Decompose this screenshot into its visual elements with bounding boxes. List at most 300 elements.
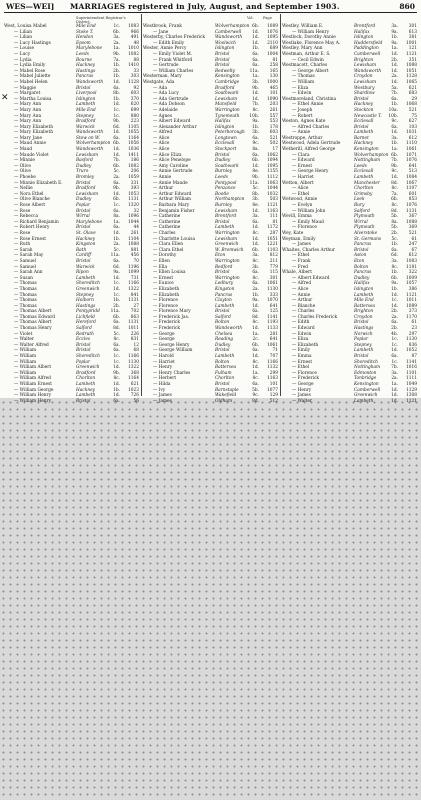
entry-name: Westman, Arthur E. S. — [282, 51, 331, 57]
entry-district: Wolverhampton — [215, 24, 250, 29]
entry-name: — Arthur — [153, 186, 174, 192]
entry-name: Westerman, Mary — [143, 74, 182, 80]
entry-name: — Olive — [14, 169, 31, 175]
entry-district: Leeds — [215, 175, 228, 181]
entry-district: Dudley — [215, 158, 231, 164]
entry-district: Stepney — [76, 113, 94, 119]
entry-name: — George Henry — [292, 169, 329, 175]
entry-page: 1094 — [267, 158, 278, 164]
entry-name: — Ethel — [292, 191, 310, 197]
entry-page: 1057 — [406, 281, 417, 287]
entry-name: — Mary Ann — [14, 119, 42, 125]
margin-mark: ✕ — [1, 93, 9, 103]
entry-volume: 1d. — [252, 236, 259, 242]
entry-page: 1099 — [128, 270, 139, 276]
entry-name: — Rose — [14, 208, 31, 214]
entry-volume: 1c. — [113, 281, 120, 287]
entry-district: Bath — [76, 247, 87, 253]
entry-page: 812 — [269, 253, 278, 259]
entry-name: — Charles — [292, 309, 315, 315]
entry-name: — Ernest — [292, 163, 313, 169]
entry-name: — William Alfred — [14, 376, 51, 382]
entry-page: 206 — [130, 169, 139, 175]
entry-volume: 10a. — [388, 107, 398, 113]
entry-name: — Ada Dobson — [153, 102, 185, 108]
entry-page: 331 — [130, 180, 139, 186]
entry-volume: 1d. — [391, 51, 398, 57]
entry-volume: 8a. — [113, 214, 120, 220]
entry-volume: 8b. — [252, 191, 259, 197]
entry-page: 1095 — [267, 163, 278, 169]
entry-district: Redruth — [76, 331, 94, 337]
entry-page: 1221 — [267, 242, 278, 248]
column-head — [4, 14, 140, 24]
entry-district: Ecclesall — [354, 119, 374, 125]
entry-district: Kensington — [354, 382, 379, 387]
entry-volume: 1d. — [252, 225, 259, 231]
entry-page: 1193 — [267, 320, 278, 326]
entry-page: 1181 — [406, 264, 417, 270]
entry-volume: 6a. — [252, 348, 259, 354]
entry-district: Lambeth — [76, 275, 96, 281]
entry-page: 29 — [411, 96, 417, 102]
entry-district: Pancras — [354, 270, 372, 276]
entry-name: — Thomas — [292, 74, 315, 80]
entry-page: 1112 — [267, 175, 278, 181]
entry-name: — Ethel — [292, 253, 310, 259]
entry-volume: 6b. — [113, 314, 120, 320]
entry-district: Lambeth — [215, 225, 235, 231]
entry-volume: 1c. — [113, 354, 120, 360]
entry-volume: 9b. — [252, 85, 259, 91]
entry-name: — Richard Benjamin — [14, 219, 59, 225]
entry-district: Warrington — [215, 230, 240, 236]
entry-volume: 3a. — [391, 135, 398, 141]
entry-page: 1105 — [128, 124, 139, 130]
entry-page: 1172 — [267, 225, 278, 231]
entry-page: 1061 — [267, 281, 278, 287]
entry-district: Wolverhampton — [76, 141, 111, 147]
entry-page: 1083 — [128, 24, 139, 29]
entry-name: — James — [153, 398, 172, 404]
entry-district: Bradford — [76, 370, 96, 376]
entry-district: Hackney — [354, 102, 374, 108]
entry-district: Hereford — [76, 320, 96, 326]
entry-name: — Ernest — [292, 359, 313, 365]
entry-page: 1049 — [406, 382, 417, 387]
entry-district: Bristol — [215, 309, 230, 315]
entry-district: Greenwich — [215, 242, 239, 248]
entry-district: Leek — [354, 197, 365, 203]
entry-volume: 1a. — [113, 219, 120, 225]
entry-volume: 2a. — [391, 74, 398, 80]
entry-district: Salford — [76, 326, 92, 332]
entry-name: — Emily Maud — [292, 219, 324, 225]
entry-district: Eton — [215, 253, 226, 259]
entry-name: — Edward — [292, 326, 315, 332]
entry-district: Wandsworth — [354, 68, 382, 74]
entry-name: — Emma — [292, 354, 312, 360]
entry-district: Pancras — [215, 292, 233, 298]
entry-name: — Edith Emily — [153, 40, 185, 46]
entry-district: Halifax — [354, 29, 370, 35]
entry-page: 351 — [408, 57, 417, 63]
entry-page: 1004 — [267, 51, 278, 57]
header-rule — [4, 12, 417, 13]
entry-volume: 8c. — [391, 186, 398, 192]
entry-name: — Harriet — [153, 359, 175, 365]
entry-volume: 8c. — [391, 264, 398, 270]
column-head — [143, 14, 279, 24]
entry-name: — Ruth — [14, 242, 31, 248]
entry-district: Huddersfield — [354, 40, 383, 46]
entry-page: 1031 — [406, 130, 417, 136]
entry-volume: 9b. — [113, 119, 120, 125]
entry-page: 27 — [133, 303, 139, 309]
entry-district: Salford — [215, 314, 231, 320]
entry-district: Bradford — [76, 186, 96, 192]
entry-district: Greenwich — [76, 286, 100, 292]
entry-district: Bristol — [76, 398, 91, 404]
entry-district: Lambeth — [354, 398, 374, 404]
entry-name: Westmoreland, Christina — [282, 96, 337, 102]
entry-page: 1077 — [267, 387, 278, 393]
entry-page: 322 — [408, 270, 417, 276]
entry-district: Hackney — [76, 387, 96, 393]
entry-page: 261 — [269, 107, 278, 113]
entry-page: 1051 — [267, 236, 278, 242]
entry-page: 503 — [269, 197, 278, 203]
entry-district: Dudley — [354, 275, 370, 281]
entry-volume: 6d. — [113, 264, 120, 270]
entry-district: Tynemouth — [215, 113, 240, 119]
entry-district: Woolwich — [215, 40, 236, 46]
entry-name: — Frederick — [153, 320, 180, 326]
entry-name: Weston, Agnes Kate — [282, 119, 326, 125]
entry-name: — Florence — [153, 298, 178, 304]
entry-name: — Nora Ethel — [14, 191, 44, 197]
entry-name: — Rose — [14, 230, 31, 236]
entry-name: — Thomas Albert — [14, 309, 52, 315]
entry-volume: 8d. — [113, 326, 120, 332]
entry-name: — Alice — [153, 147, 170, 153]
entry-name: — Arthur Edward — [153, 191, 192, 197]
entry-volume: 2a. — [113, 175, 120, 181]
entry-volume: 1b. — [391, 35, 398, 41]
entry-district: Bristol — [354, 124, 369, 130]
entry-volume: 6a. — [252, 51, 259, 57]
entry-name: — James — [153, 393, 172, 399]
entry-name: Westlake, Florence May A. — [282, 40, 341, 46]
entry-page: 1070 — [267, 298, 278, 304]
entry-volume: 1c. — [113, 113, 120, 119]
entry-district: Salford — [354, 208, 370, 214]
entry-name: Westroppe, Arthur — [282, 135, 323, 141]
entry-volume: 1d. — [391, 175, 398, 181]
entry-page: 613 — [408, 29, 417, 35]
entry-page: 1055 — [128, 130, 139, 136]
entry-name: Whaites, Charles Arthur — [282, 247, 335, 253]
entry-page: 1128 — [406, 74, 417, 80]
entry-district: Barnet — [354, 135, 369, 141]
entry-name: — Sarah Ann — [14, 270, 43, 276]
entry-page: 1104 — [128, 236, 139, 242]
entry-volume: 9b. — [113, 51, 120, 57]
entry-volume: 1d. — [252, 326, 259, 332]
entry-district: Stow on W. — [76, 135, 101, 141]
entry-name: — Amy Caroline — [153, 163, 189, 169]
entry-page: 621 — [408, 85, 417, 91]
entry-volume: 8c. — [113, 376, 120, 382]
entry-district: Greenwich — [354, 393, 378, 399]
entry-name: — Edith — [292, 320, 310, 326]
entry-district: Truro — [76, 169, 89, 175]
entry-page: 261 — [130, 230, 139, 236]
entry-name: Wey, Kate — [282, 230, 304, 236]
entry-volume: 8b. — [113, 91, 120, 97]
entry-district: Marylebone — [76, 46, 103, 52]
entry-district: Southwark — [215, 91, 239, 97]
entry-volume: 7b. — [391, 365, 398, 371]
entry-page: 683 — [408, 91, 417, 97]
entry-district: Camberwell — [354, 51, 381, 57]
entry-page: 1032 — [267, 191, 278, 197]
entry-name: — Margaret — [14, 91, 41, 97]
entry-volume: 1d. — [113, 275, 120, 281]
entry-volume: 7a. — [113, 57, 120, 63]
entry-district: Bolton — [215, 320, 230, 326]
entry-page: 456 — [130, 253, 139, 259]
entry-district: Bristol — [354, 354, 369, 360]
entry-name: — Albert Edward — [292, 275, 330, 281]
entry-district: Dudley — [76, 197, 92, 203]
entry-district: Wirral — [76, 214, 90, 220]
entry-volume: 6b. — [113, 141, 120, 147]
entry-volume: 6a. — [113, 320, 120, 326]
entry-page: 12 — [133, 342, 139, 348]
entry-name: — Robert — [292, 113, 313, 119]
register-column-1 — [4, 14, 140, 404]
entry-name: — Charlotte Louisa — [153, 236, 196, 242]
entry-volume: 6a. — [252, 219, 259, 225]
entry-name: — Harold — [153, 354, 174, 360]
entry-volume: 1d. — [252, 208, 259, 214]
entry-volume: 1d. — [252, 40, 259, 46]
entry-page: 1164 — [128, 135, 139, 141]
entry-district: Ledbury — [215, 281, 234, 287]
entry-district: Southwark — [215, 163, 239, 169]
entry-name: — Walter Alfred — [14, 342, 49, 348]
entry-page: 81 — [272, 57, 278, 63]
entry-page: 1089 — [267, 24, 278, 29]
entry-volume: 6a. — [113, 208, 120, 214]
entry-district: Bristol — [215, 382, 230, 387]
entry-page: 67 — [411, 247, 417, 253]
entry-district: Nottingham — [354, 158, 381, 164]
entry-page: 1089 — [406, 303, 417, 309]
entry-page: 1163 — [267, 376, 278, 382]
entry-page: 1111 — [406, 376, 417, 382]
entry-district: Bristol — [215, 63, 230, 69]
entry-district: Chorlton — [76, 376, 96, 382]
entry-volume: 1b. — [113, 298, 120, 304]
entry-name: — Annie Gertrude — [153, 169, 193, 175]
entry-volume: 11a. — [110, 253, 120, 259]
entry-volume: 1d. — [391, 398, 398, 404]
entry-volume: 1c. — [113, 359, 120, 365]
entry-page: 1071 — [406, 152, 417, 158]
entry-name: — Eunice — [153, 281, 174, 287]
entry-page: 841 — [130, 292, 139, 298]
entry-page: 1128 — [128, 79, 139, 85]
entry-volume: 1d. — [391, 348, 398, 354]
entry-district: Ecclesall — [354, 169, 374, 175]
entry-page: 1131 — [128, 320, 139, 326]
entry-district: Brentford — [215, 214, 237, 220]
entry-name: — Catherine — [153, 214, 181, 220]
entry-page: 1096 — [128, 214, 139, 220]
entry-page: 707 — [269, 354, 278, 360]
entry-volume: 8c. — [252, 320, 259, 326]
entry-district: Dudley — [215, 342, 231, 348]
entry-page: 75 — [411, 113, 417, 119]
entry-volume: 1b. — [113, 96, 120, 102]
entry-page: 1000 — [267, 79, 278, 85]
entry-name: — Thomas — [14, 292, 37, 298]
entry-name: — George Henry — [153, 342, 190, 348]
entry-page: 502 — [269, 141, 278, 147]
entry-volume: 6a. — [113, 85, 120, 91]
entry-page: 88 — [133, 57, 139, 63]
entry-district: Bourne — [76, 57, 92, 63]
entry-page: 1322 — [128, 365, 139, 371]
entry-name: Wetton, Albert — [282, 180, 314, 186]
entry-volume: 6b. — [252, 24, 259, 29]
entry-volume: 1c. — [391, 298, 398, 304]
entry-volume: 6b. — [391, 275, 398, 281]
entry-page: 1121 — [267, 203, 278, 208]
entry-volume: 6b. — [391, 197, 398, 203]
entry-volume: 9a. — [391, 29, 398, 35]
entry-volume: 9b. — [113, 370, 120, 376]
entry-volume: 3b. — [252, 130, 259, 136]
entry-volume: 9c. — [252, 393, 259, 399]
entry-page: 1062 — [267, 152, 278, 158]
entry-volume: 1d. — [252, 29, 259, 35]
entry-volume: 2b. — [391, 326, 398, 332]
entry-name: — Hilda — [153, 382, 171, 387]
entry-page: 1130 — [267, 286, 278, 292]
entry-name: — Ada Gertrude — [153, 96, 189, 102]
entry-name: — Jane — [153, 29, 169, 35]
entry-volume: 1c. — [391, 337, 398, 343]
entry-name: Weyman, Emily — [282, 236, 316, 242]
entry-page: 301 — [408, 24, 417, 29]
entry-page: 731 — [130, 275, 139, 281]
entry-name: — Alfred — [292, 281, 312, 287]
entry-page: 1059 — [128, 175, 139, 181]
entry-name: — Annie — [153, 175, 172, 181]
entry-volume: 1d. — [391, 63, 398, 69]
entry-name: — Gertrude — [153, 63, 179, 69]
entry-name: — Harriet — [292, 175, 314, 181]
entry-volume: 2a. — [113, 242, 120, 248]
entry-district: St. Olave — [76, 230, 96, 236]
entry-page: 101 — [269, 91, 278, 97]
entry-district: Wandsworth — [215, 35, 243, 41]
entry-volume: 1b. — [113, 387, 120, 393]
entry-district: Bristol — [215, 219, 230, 225]
entry-volume: 8d. — [252, 314, 259, 320]
entry-name: — Clara — [292, 152, 310, 158]
entry-volume: 11a. — [110, 309, 120, 315]
entry-page: 1052 — [406, 348, 417, 354]
entry-volume: 7b. — [252, 102, 259, 108]
entry-volume: 7b. — [391, 91, 398, 97]
entry-volume: 9a. — [252, 119, 259, 125]
entry-volume: 8c. — [252, 230, 259, 236]
entry-name: — George — [153, 331, 175, 337]
entry-volume: 6a. — [252, 63, 259, 69]
entry-district: Bristol — [215, 57, 230, 63]
entry-volume: 5a. — [391, 85, 398, 91]
entry-name: — Lucy — [14, 51, 31, 57]
entry-name: — Edwin — [292, 91, 312, 97]
entry-volume: 1d. — [252, 365, 259, 371]
entry-name: — Henry — [292, 387, 312, 393]
entry-district: Burnley — [215, 203, 233, 208]
entry-name: — Mary Elizabeth — [14, 130, 53, 136]
entry-name: — Blanche — [292, 303, 316, 309]
entry-volume: 6a. — [391, 320, 398, 326]
entry-page: 2110 — [267, 40, 278, 46]
entry-volume: 9c. — [391, 119, 398, 125]
entry-page: 258 — [269, 63, 278, 69]
register-column-3 — [282, 14, 418, 404]
entry-district: Kensington — [354, 147, 379, 153]
entry-page: 111 — [269, 214, 278, 220]
entry-name: — Eliza — [292, 85, 309, 91]
entry-name: — Eliza — [292, 337, 309, 343]
entry-volume: 5b. — [252, 387, 259, 393]
entry-page: 48 — [133, 40, 139, 46]
entry-name: — Clara Ellen — [153, 242, 184, 248]
entry-page: 779 — [269, 264, 278, 270]
entry-name: — Alice — [292, 186, 309, 192]
entry-page: 1163 — [267, 208, 278, 214]
entry-volume: 7a. — [391, 191, 398, 197]
register-entry — [4, 399, 140, 405]
entry-page: 367 — [408, 214, 417, 220]
entry-volume: 1d. — [113, 393, 120, 399]
entry-volume: 1d. — [391, 303, 398, 309]
entry-page: 612 — [408, 135, 417, 141]
entry-district: Shoreditch — [76, 281, 100, 287]
entry-district: Shoreditch — [354, 359, 378, 365]
entry-name: — Alice — [153, 141, 170, 147]
entry-district: Bristol — [215, 152, 230, 158]
entry-volume: 9c. — [252, 141, 259, 147]
entry-district: Bristol — [215, 348, 230, 354]
entry-volume: 1d. — [252, 163, 259, 169]
entry-page: 1129 — [406, 387, 417, 393]
column-divider — [280, 14, 281, 396]
entry-name: — Maude Violet — [14, 152, 49, 158]
entry-district: Brighton — [354, 309, 374, 315]
entry-page: 1131 — [406, 208, 417, 214]
entry-volume: 2a. — [391, 376, 398, 382]
entry-volume: 8a. — [252, 147, 259, 153]
